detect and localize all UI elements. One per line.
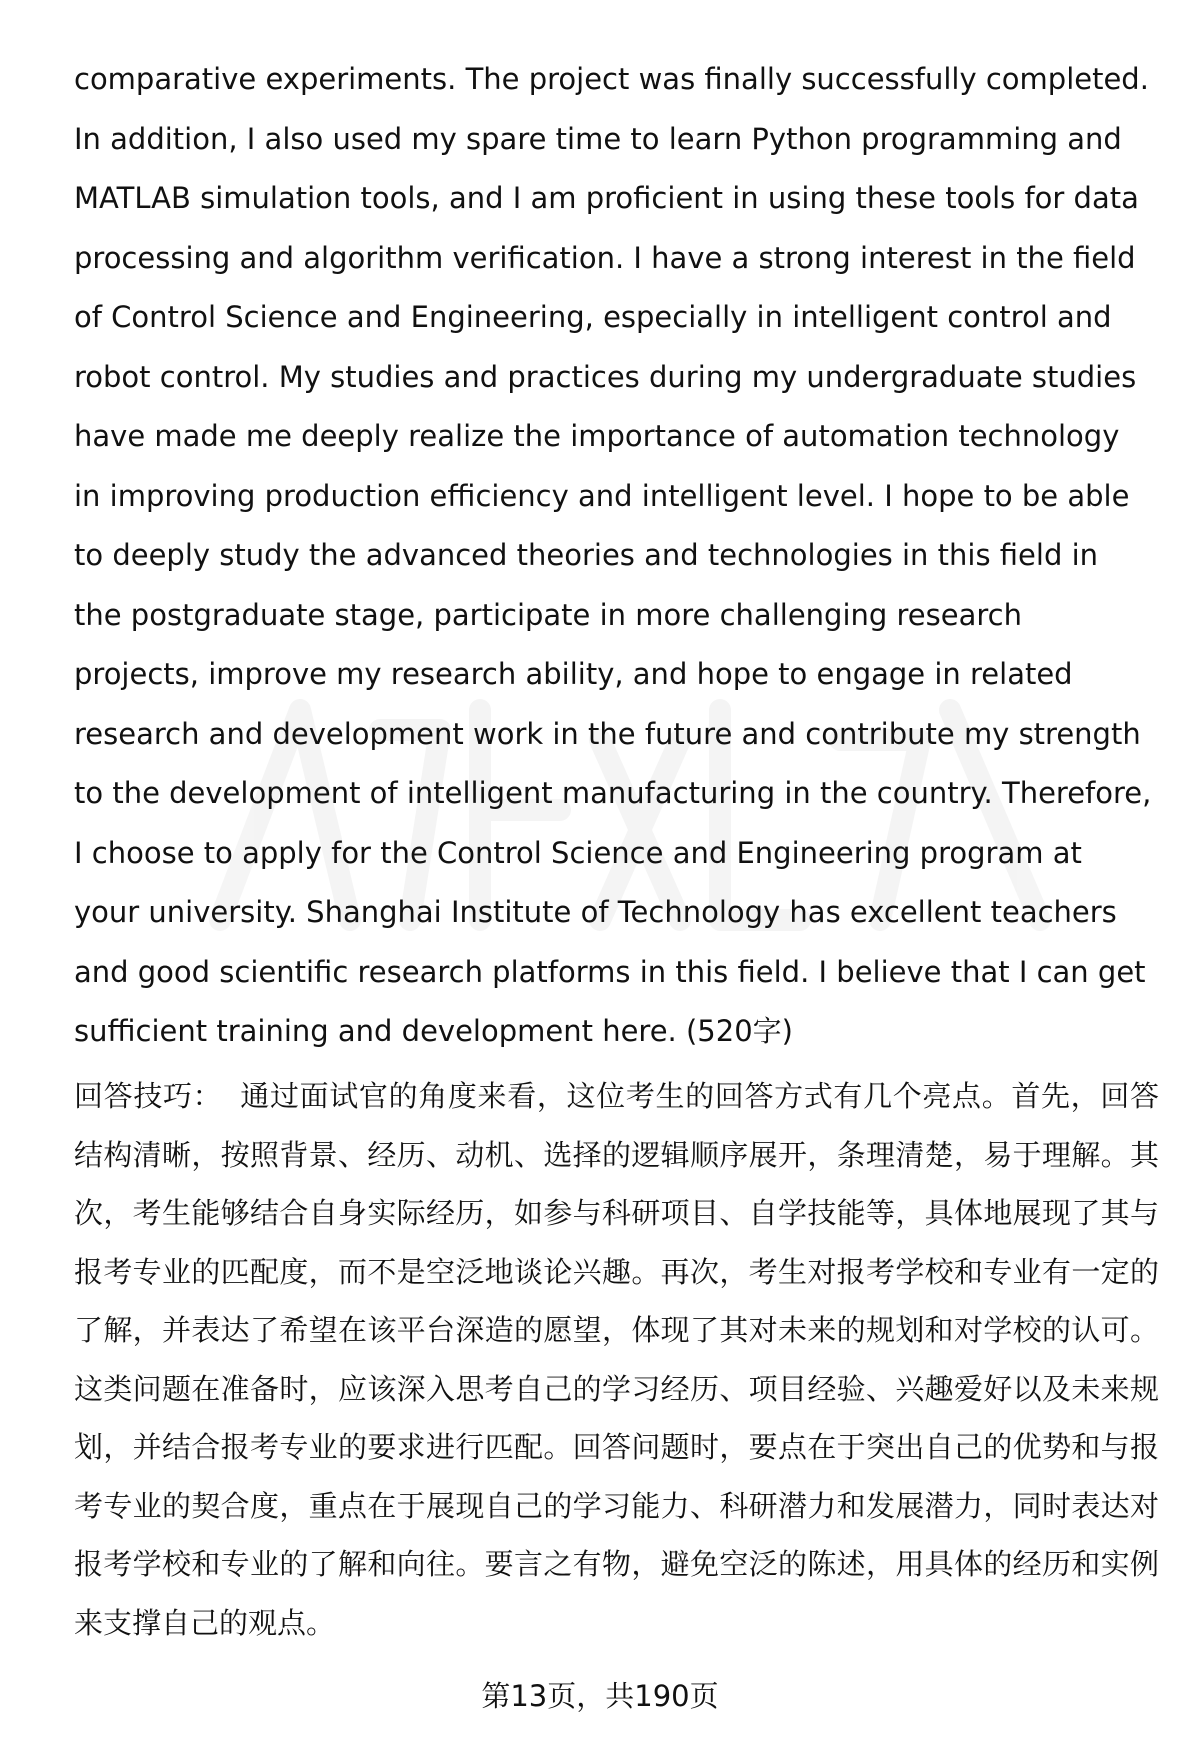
answer-tips-paragraph xyxy=(74,1067,1159,1652)
answer-tips-label: 回答技巧： xyxy=(74,1079,223,1113)
page-number-footer: 第13页，共190页 xyxy=(481,1679,719,1713)
answer-tips-text: 通过面试官的角度来看，这位考生的回答方式有几个亮点。首先，回答结构清晰，按照背景、经历、动机、选择的逻辑顺序展开，条理清楚，易于理解。其次，考生能够结合自身实际经历，如参与科研项目、自学技能等，具体地展现了其与报考专业的匹配度，而不是空泛地谈论兴趣。再次，考生对报考学校和专业有一定的了解，并表达了希望在该平台深造的愿望，体现了其对未来的规划和对学校的认可。这类问题在准备时，应该深入思考自己的学习经历、项目经验、兴趣爱好以及未来规划，并结合报考专业的要求进行匹配。回答问题时，要点在于突出自己的优势和与报考专业的契合度，重点在于展现自己的学习能力、科研潜力和发展潜力，同时表达对报考学校和专业的了解和向往。要言之有物，避免空泛的陈述，用具体的经历和实例来支撑自己的观点。 xyxy=(74,1079,1159,1640)
answer-english-paragraph: comparative experiments. The project was finally successfully completed. In addition, I also used my spare time to learn Python programming and MATLAB simulation tools, and I am proficient in using these tools for data processing and algorithm verification. I have a strong interest in the field of Control Science and Engineering, especially in intelligent control and robot control. My studies and practices during my undergraduate studies have made me deeply realize the importance of automation technology in improving production efficiency and intelligent level. I hope to be able to deeply study the advanced theories and technologies in this field in the postgraduate stage, participate in more challenging research projects, improve my research ability, and hope to engage in related research and development work in the future and contribute my strength to the development of intelligent manufacturing in the country. Therefore, I choose to apply for the Control Science and Engineering program at your university. Shanghai Institute of Technology has excellent teachers and good scientific research platforms in this field. I believe that I can get sufficient training and development here. (520字) xyxy=(74,62,1152,1048)
